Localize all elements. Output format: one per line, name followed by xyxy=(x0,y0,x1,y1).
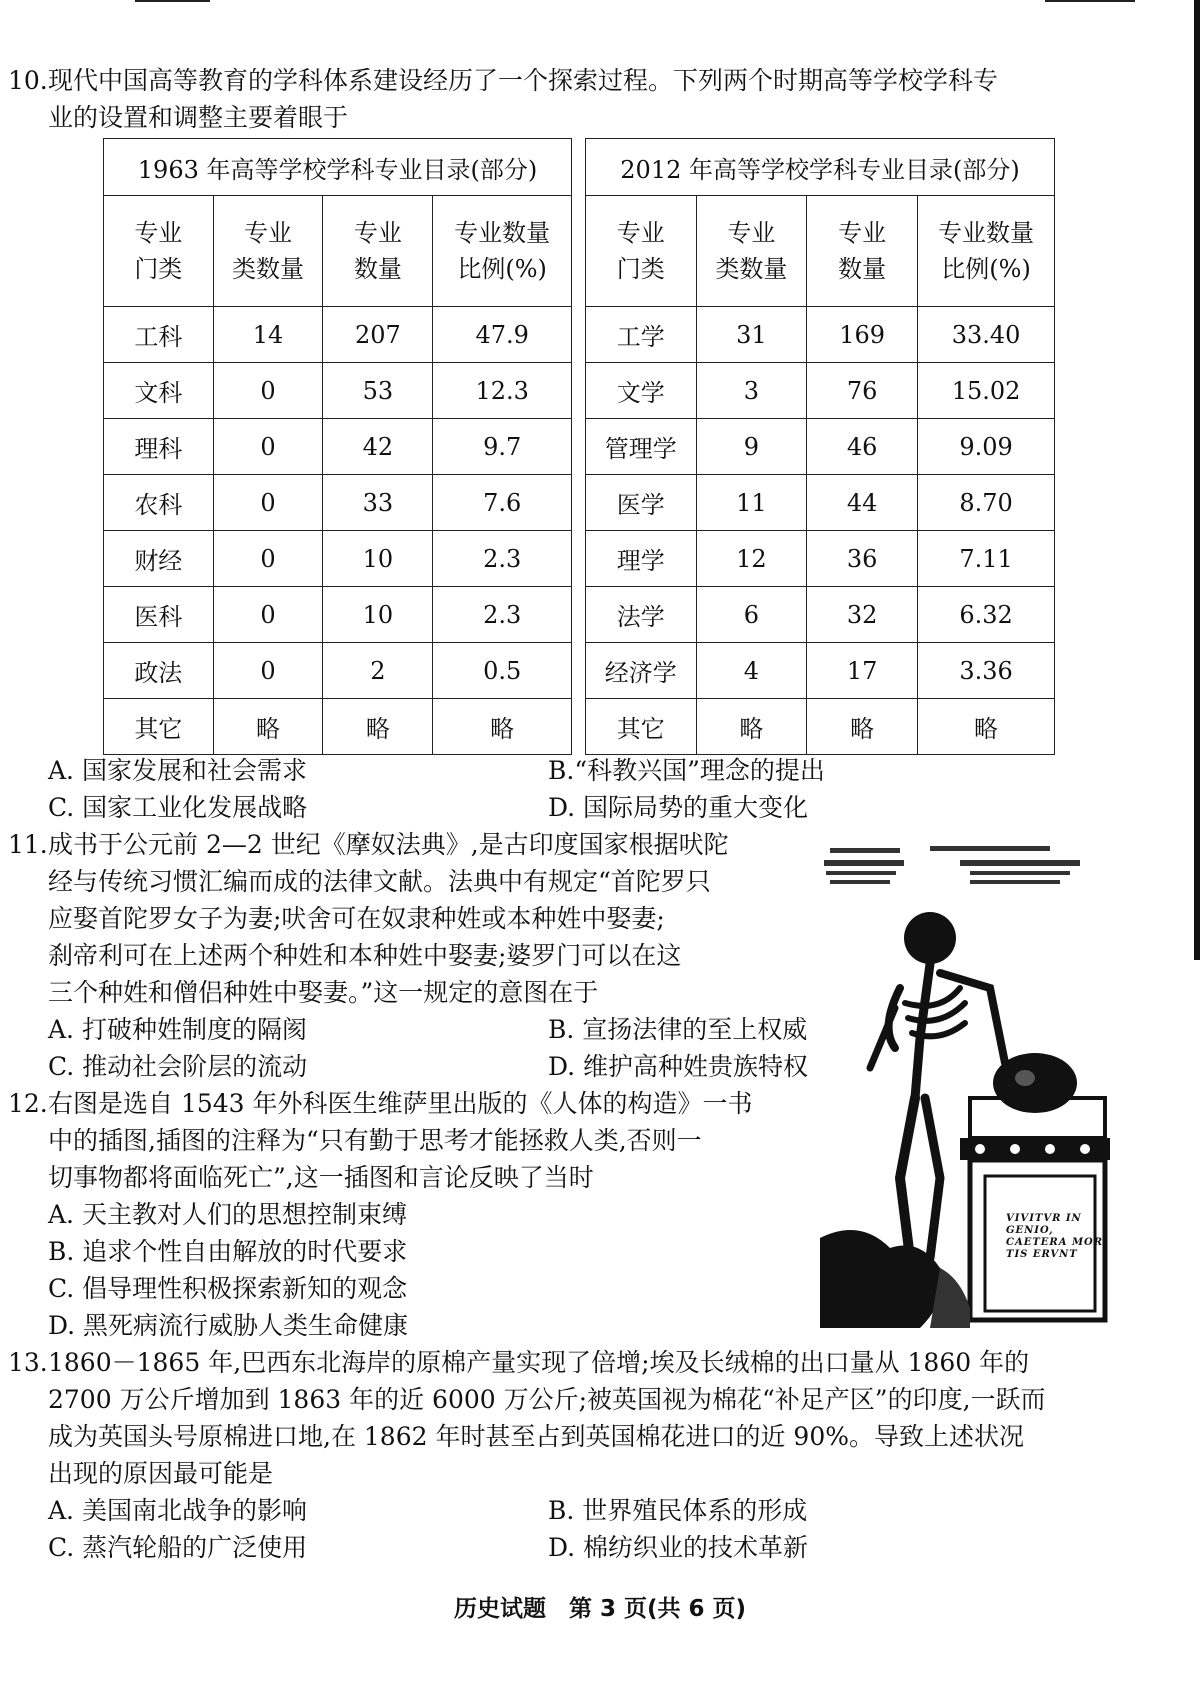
question-stem-line: 三个种姓和僧侣种姓中娶妻。”这一规定的意图在于 xyxy=(48,978,599,1007)
category-cell: 政法 xyxy=(104,643,214,699)
table-row xyxy=(586,699,1055,755)
category-cell: 经济学 xyxy=(586,643,697,699)
value-cell: 42 xyxy=(323,419,433,475)
value-cell: 9.09 xyxy=(918,419,1055,475)
option-c[interactable]: C. 推动社会阶层的流动 xyxy=(48,1052,308,1081)
value-cell: 12 xyxy=(696,531,807,587)
value-cell: 略 xyxy=(433,699,572,755)
category-cell: 财经 xyxy=(104,531,214,587)
header-cell: 专业数量 比例(%) xyxy=(918,196,1055,307)
table-row xyxy=(586,475,1055,531)
value-cell: 76 xyxy=(807,363,918,419)
value-cell: 0.5 xyxy=(433,643,572,699)
option-d[interactable]: D. 维护高种姓贵族特权 xyxy=(548,1052,809,1081)
header-cell: 专业 数量 xyxy=(807,196,918,307)
value-cell: 2 xyxy=(323,643,433,699)
category-cell: 理科 xyxy=(104,419,214,475)
question-stem-line: 经与传统习惯汇编而成的法律文献。法典中有规定“首陀罗只 xyxy=(48,867,711,896)
table-row xyxy=(586,307,1055,363)
value-cell: 3 xyxy=(696,363,807,419)
value-cell: 0 xyxy=(213,587,323,643)
scan-edge xyxy=(1194,0,1200,960)
table-row xyxy=(586,531,1055,587)
table-row xyxy=(104,531,572,587)
table-row xyxy=(104,419,572,475)
question-stem-line: 1860－1865 年,巴西东北海岸的原棉产量实现了倍增;埃及长绒棉的出口量从 1860 年的 xyxy=(48,1348,1030,1377)
value-cell: 0 xyxy=(213,419,323,475)
value-cell: 略 xyxy=(696,699,807,755)
category-cell: 工科 xyxy=(104,307,214,363)
option-c[interactable]: C. 国家工业化发展战略 xyxy=(48,793,308,822)
table-2012 xyxy=(585,138,1055,755)
category-cell: 管理学 xyxy=(586,419,697,475)
value-cell: 8.70 xyxy=(918,475,1055,531)
table-row xyxy=(586,419,1055,475)
header-cell: 专业 类数量 xyxy=(696,196,807,307)
value-cell: 0 xyxy=(213,475,323,531)
question-stem-line: 2700 万公斤增加到 1863 年的近 6000 万公斤;被英国视为棉花“补足产区”的印度,一跃而 xyxy=(48,1385,1046,1414)
table-row xyxy=(104,475,572,531)
value-cell: 2.3 xyxy=(433,587,572,643)
top-rule-left xyxy=(135,0,210,2)
table-row xyxy=(104,587,572,643)
value-cell: 36 xyxy=(807,531,918,587)
value-cell: 53 xyxy=(323,363,433,419)
value-cell: 207 xyxy=(323,307,433,363)
category-cell: 其它 xyxy=(586,699,697,755)
value-cell: 0 xyxy=(213,643,323,699)
category-cell: 工学 xyxy=(586,307,697,363)
header-cell: 专业 门类 xyxy=(104,196,214,307)
question-stem-line: 业的设置和调整主要着眼于 xyxy=(48,103,349,132)
option-d[interactable]: D. 国际局势的重大变化 xyxy=(548,793,809,822)
question-stem-line: 应娶首陀罗女子为妻;吠舍可在奴隶种姓或本种姓中娶妻; xyxy=(48,904,665,933)
category-cell: 农科 xyxy=(104,475,214,531)
option-a[interactable]: A. 天主教对人们的思想控制束缚 xyxy=(48,1200,407,1229)
value-cell: 32 xyxy=(807,587,918,643)
question-stem-line: 出现的原因最可能是 xyxy=(48,1459,274,1488)
table-caption: 1963 年高等学校学科专业目录(部分) xyxy=(104,139,572,196)
value-cell: 7.11 xyxy=(918,531,1055,587)
value-cell: 17 xyxy=(807,643,918,699)
table-1963 xyxy=(103,138,572,755)
header-cell: 专业 数量 xyxy=(323,196,433,307)
value-cell: 略 xyxy=(323,699,433,755)
vesalius-skeleton-illustration xyxy=(820,838,1110,1328)
category-cell: 其它 xyxy=(104,699,214,755)
question-stem-line: 中的插图,插图的注释为“只有勤于思考才能拯救人类,否则一 xyxy=(48,1126,702,1155)
value-cell: 9 xyxy=(696,419,807,475)
value-cell: 44 xyxy=(807,475,918,531)
question-number: 13. xyxy=(8,1348,48,1377)
value-cell: 略 xyxy=(918,699,1055,755)
top-rule-right xyxy=(1045,0,1135,2)
option-b[interactable]: B.“科教兴国”理念的提出 xyxy=(548,756,825,785)
value-cell: 6.32 xyxy=(918,587,1055,643)
value-cell: 12.3 xyxy=(433,363,572,419)
value-cell: 2.3 xyxy=(433,531,572,587)
header-cell: 专业 类数量 xyxy=(213,196,323,307)
value-cell: 3.36 xyxy=(918,643,1055,699)
table-row xyxy=(104,643,572,699)
value-cell: 4 xyxy=(696,643,807,699)
question-stem-line: 成书于公元前 2—2 世纪《摩奴法典》,是古印度国家根据吠陀 xyxy=(48,830,729,859)
value-cell: 0 xyxy=(213,531,323,587)
value-cell: 169 xyxy=(807,307,918,363)
option-a[interactable]: A. 打破种姓制度的隔阂 xyxy=(48,1015,307,1044)
option-a[interactable]: A. 美国南北战争的影响 xyxy=(48,1496,307,1525)
category-cell: 法学 xyxy=(586,587,697,643)
value-cell: 略 xyxy=(807,699,918,755)
value-cell: 9.7 xyxy=(433,419,572,475)
question-stem-line: 刹帝利可在上述两个种姓和本种姓中娶妻;婆罗门可以在这 xyxy=(48,941,682,970)
header-cell: 专业数量 比例(%) xyxy=(433,196,572,307)
table-row xyxy=(104,307,572,363)
value-cell: 31 xyxy=(696,307,807,363)
table-row xyxy=(586,363,1055,419)
option-b[interactable]: B. 世界殖民体系的形成 xyxy=(548,1496,808,1525)
value-cell: 6 xyxy=(696,587,807,643)
header-cell: 专业 门类 xyxy=(586,196,697,307)
option-b[interactable]: B. 追求个性自由解放的时代要求 xyxy=(48,1237,408,1266)
category-cell: 理学 xyxy=(586,531,697,587)
value-cell: 11 xyxy=(696,475,807,531)
value-cell: 46 xyxy=(807,419,918,475)
question-stem-line: 切事物都将面临死亡”,这一插图和言论反映了当时 xyxy=(48,1163,594,1192)
page-footer: 历史试题 第 3 页(共 6 页) xyxy=(453,1596,747,1622)
value-cell: 33 xyxy=(323,475,433,531)
table-row xyxy=(104,363,572,419)
pedestal-inscription: VIVITVR IN GENIO, CAETERA MOR TIS ERVNT xyxy=(1006,1213,1104,1260)
question-stem-line: 现代中国高等教育的学科体系建设经历了一个探索过程。下列两个时期高等学校学科专 xyxy=(48,66,999,95)
category-cell: 文科 xyxy=(104,363,214,419)
value-cell: 7.6 xyxy=(433,475,572,531)
table-row xyxy=(586,643,1055,699)
option-a[interactable]: A. 国家发展和社会需求 xyxy=(48,756,307,785)
value-cell: 10 xyxy=(323,587,433,643)
value-cell: 47.9 xyxy=(433,307,572,363)
option-d[interactable]: D. 棉纺织业的技术革新 xyxy=(548,1533,809,1562)
option-b[interactable]: B. 宣扬法律的至上权威 xyxy=(548,1015,808,1044)
option-c[interactable]: C. 蒸汽轮船的广泛使用 xyxy=(48,1533,308,1562)
value-cell: 0 xyxy=(213,363,323,419)
question-number: 11. xyxy=(8,830,48,859)
category-cell: 医科 xyxy=(104,587,214,643)
value-cell: 14 xyxy=(213,307,323,363)
question-stem-line: 右图是选自 1543 年外科医生维萨里出版的《人体的构造》一书 xyxy=(48,1089,753,1118)
value-cell: 10 xyxy=(323,531,433,587)
value-cell: 33.40 xyxy=(918,307,1055,363)
question-number: 10. xyxy=(8,66,48,95)
value-cell: 15.02 xyxy=(918,363,1055,419)
category-cell: 文学 xyxy=(586,363,697,419)
option-c[interactable]: C. 倡导理性积极探索新知的观念 xyxy=(48,1274,408,1303)
table-row xyxy=(586,587,1055,643)
table-caption: 2012 年高等学校学科专业目录(部分) xyxy=(586,139,1055,196)
table-row xyxy=(104,699,572,755)
question-stem-line: 成为英国头号原棉进口地,在 1862 年时甚至占到英国棉花进口的近 90%。导致上述状况 xyxy=(48,1422,1024,1451)
category-cell: 医学 xyxy=(586,475,697,531)
value-cell: 略 xyxy=(213,699,323,755)
question-number: 12. xyxy=(8,1089,48,1118)
option-d[interactable]: D. 黑死病流行威胁人类生命健康 xyxy=(48,1311,409,1340)
